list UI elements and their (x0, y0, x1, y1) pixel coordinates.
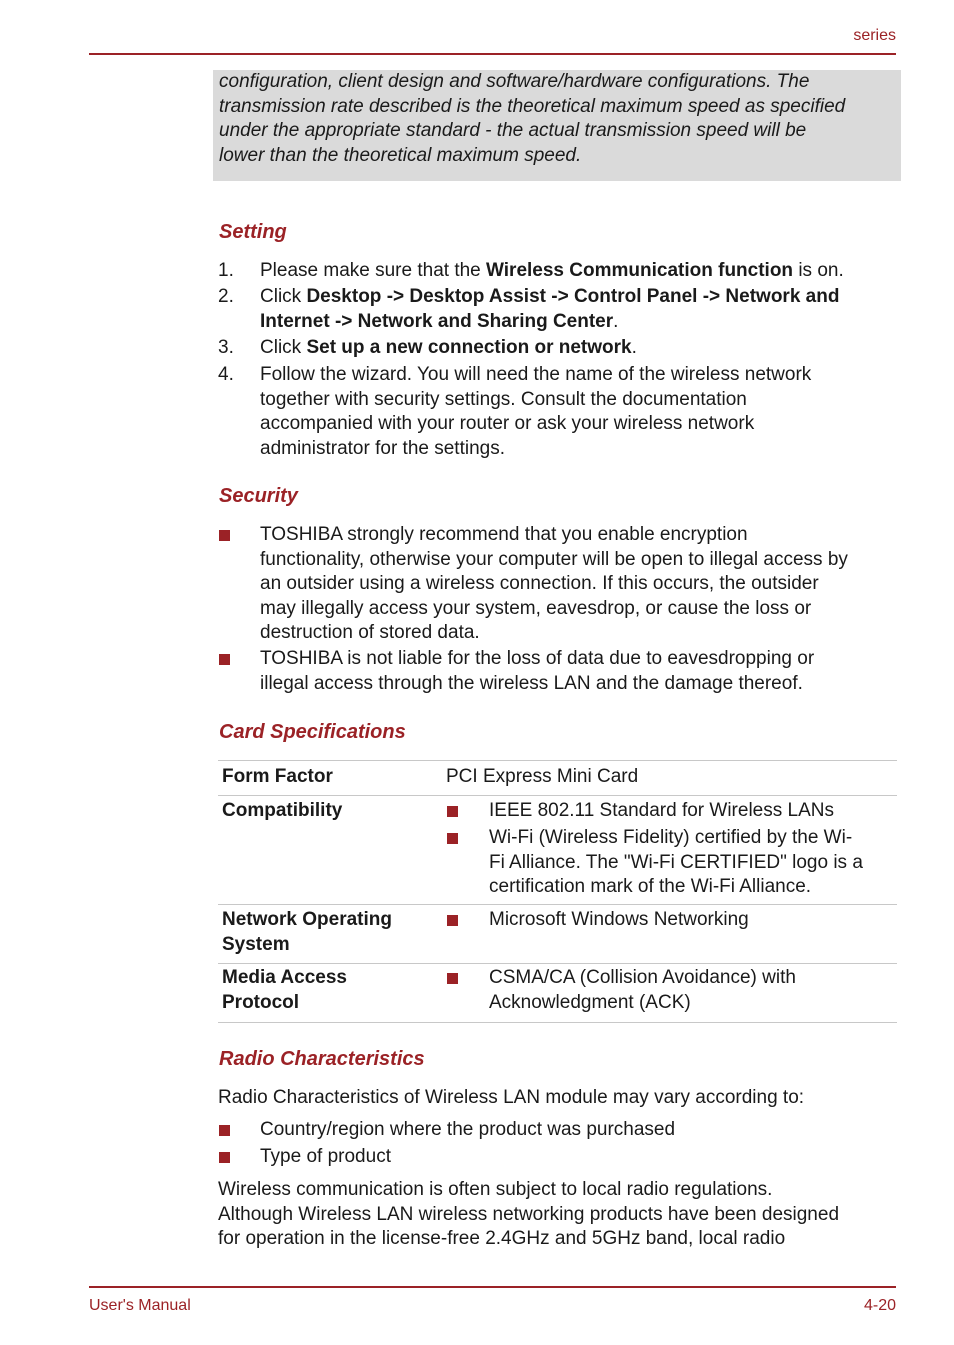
section-heading-setting: Setting (219, 221, 287, 243)
bullet-line: functionality, otherwise your computer will be open to illegal access by (260, 548, 848, 570)
note-line: configuration, client design and software/hardware configurations. The (219, 71, 810, 92)
step-line: administrator for the settings. (260, 437, 505, 459)
bullet-line: destruction of stored data. (260, 622, 480, 643)
note-line: transmission rate described is the theoretical maximum speed as specified (219, 95, 846, 117)
para-line: Wireless communication is often subject to local radio regulations. (218, 1179, 773, 1200)
bullet-square-icon (219, 1152, 230, 1163)
bullet-text (260, 523, 900, 646)
bullet-line: TOSHIBA strongly recommend that you enable encryption (260, 524, 748, 545)
step-text (260, 363, 900, 461)
step-text-bold: Set up a new connection or network (306, 337, 632, 358)
bullet-text: Country/region where the product was purchased (260, 1119, 676, 1140)
step-text (260, 285, 900, 334)
footer-page-number: 4-20 (863, 1297, 896, 1314)
step-line: accompanied with your router or ask your wireless network (260, 413, 755, 434)
bullet-line: illegal access through the wireless LAN and the damage thereof. (260, 672, 803, 694)
spec-label: Form Factor (222, 766, 333, 787)
note-line: under the appropriate standard - the actual transmission speed will be (219, 120, 807, 141)
step-text-bold: Wireless Communication function (486, 260, 794, 281)
bullet-square-icon (219, 654, 230, 665)
bullet-square-icon (447, 915, 458, 926)
step-text (260, 259, 900, 284)
note-line: lower than the theoretical maximum speed. (219, 144, 582, 166)
step-line: together with security settings. Consult the documentation (260, 388, 747, 410)
spec-value: PCI Express Mini Card (446, 766, 639, 787)
bullet-line: may illegally access your system, eavesdrop, or cause the loss or (260, 597, 812, 619)
step-text-part: Please make sure that the (260, 260, 487, 281)
bullet-text (260, 647, 900, 696)
bullet-line: Wi-Fi (Wireless Fidelity) certified by the Wi- (489, 827, 853, 848)
step-number: 1. (218, 260, 234, 281)
spec-label: Compatibility (222, 800, 343, 821)
label-line: Network Operating (222, 909, 392, 930)
section-heading-radio: Radio Characteristics (219, 1048, 425, 1070)
step-text-bold: Desktop -> Desktop Assist -> Control Panel -> Network and (306, 286, 840, 307)
footer-manual-title: User's Manual (89, 1297, 191, 1314)
label-line: Media Access (222, 967, 347, 988)
spec-label (222, 908, 422, 957)
step-number: 2. (218, 286, 234, 307)
table-row (218, 795, 897, 904)
step-line: Follow the wizard. You will need the name of the wireless network (260, 364, 812, 385)
bullet-square-icon (447, 833, 458, 844)
step-text-part: Click (260, 286, 307, 307)
footer-rule (89, 1286, 896, 1288)
bullet-line: TOSHIBA is not liable for the loss of data due to eavesdropping or (260, 648, 815, 669)
header-rule (89, 53, 896, 55)
spec-label (222, 966, 422, 1015)
note-box (213, 70, 901, 181)
section-heading-card-specs: Card Specifications (219, 721, 406, 743)
spec-bullet-text: Microsoft Windows Networking (489, 909, 749, 930)
step-number: 4. (218, 364, 234, 385)
step-text-bold: Internet -> Network and Sharing Center (260, 310, 614, 332)
bullet-line: certification mark of the Wi-Fi Alliance. (489, 876, 812, 897)
table-row (218, 760, 897, 795)
step-text-part: . (631, 337, 637, 358)
label-line: System (222, 933, 290, 955)
table-row (218, 904, 897, 963)
step-text-part: Click (260, 337, 307, 358)
bullet-square-icon (219, 1125, 230, 1136)
spec-bullet-text (489, 966, 899, 1015)
step-text-part: is on. (793, 260, 844, 281)
bullet-line: Fi Alliance. The "Wi-Fi CERTIFIED" logo is a (489, 851, 863, 873)
spec-bullet-text (489, 826, 899, 900)
para-line: Although Wireless LAN wireless networking products have been designed (218, 1203, 840, 1225)
bullet-square-icon (447, 806, 458, 817)
radio-closing (218, 1178, 898, 1252)
bullet-square-icon (447, 973, 458, 984)
bullet-line: an outsider using a wireless connection. If this occurs, the outsider (260, 573, 819, 594)
running-header: series (853, 27, 896, 44)
para-line: for operation in the license-free 2.4GHz and 5GHz band, local radio (218, 1228, 786, 1249)
radio-intro: Radio Characteristics of Wireless LAN module may vary according to: (218, 1087, 805, 1108)
step-text (260, 336, 900, 361)
section-heading-security: Security (219, 485, 298, 507)
bullet-line: Acknowledgment (ACK) (489, 991, 691, 1013)
bullet-square-icon (219, 530, 230, 541)
bullet-text: Type of product (260, 1146, 391, 1167)
label-line: Protocol (222, 991, 300, 1013)
spec-bullet-text: IEEE 802.11 Standard for Wireless LANs (489, 800, 834, 821)
step-text-part: . (613, 310, 619, 332)
table-row (218, 963, 897, 1023)
step-number: 3. (218, 337, 234, 358)
bullet-line: CSMA/CA (Collision Avoidance) with (489, 967, 796, 988)
